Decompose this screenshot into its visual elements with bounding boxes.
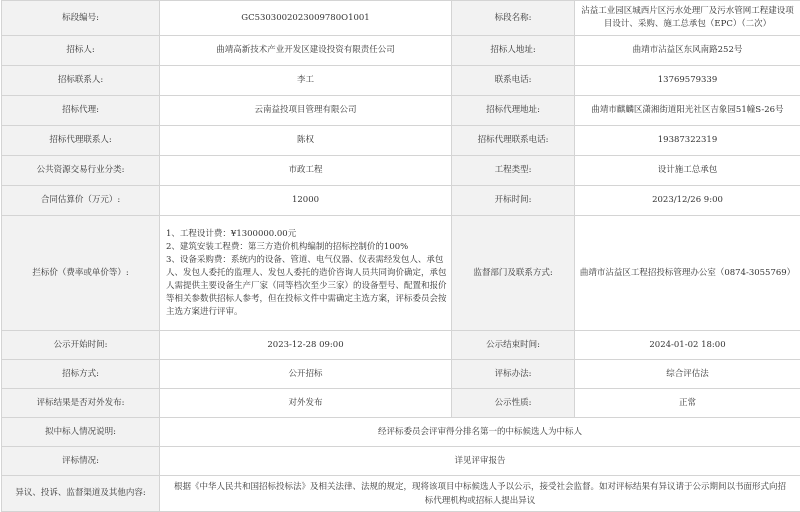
ceiling-price-label: 拦标价（费率或单价等）: (2, 216, 160, 331)
bid-info-table (1, 0, 800, 512)
winner-description-label: 拟中标人情况说明: (2, 418, 160, 447)
evaluation-label: 评标情况: (2, 447, 160, 476)
publicity-end-label: 公示结束时间: (452, 331, 575, 360)
agency-contact-label: 招标代理联系人: (2, 126, 160, 156)
evaluation-method-value: 综合评估法 (575, 360, 800, 389)
row-agency (2, 96, 800, 126)
project-type-label: 工程类型: (452, 156, 575, 186)
tenderer-contact-value: 李工 (160, 66, 452, 96)
industry-label: 公共资源交易行业分类: (2, 156, 160, 186)
agency-label: 招标代理: (2, 96, 160, 126)
agency-phone-label: 招标代理联系电话: (452, 126, 575, 156)
ceiling-price-details (160, 216, 452, 331)
tenderer-address-label: 招标人地址: (452, 36, 575, 66)
row-bidding-method (2, 360, 800, 389)
ceiling-price-line-2: 2、建筑安装工程费：第三方造价机构编制的招标控制价的100% (166, 241, 447, 254)
agency-address-value: 曲靖市麒麟区潇湘街道阳光社区吉象园51幢S-26号 (575, 96, 800, 126)
publicity-start-label: 公示开始时间: (2, 331, 160, 360)
row-section-number (2, 1, 800, 36)
project-type-value: 设计施工总承包 (575, 156, 800, 186)
contract-price-label: 合同估算价（万元）: (2, 186, 160, 216)
tenderer-label: 招标人: (2, 36, 160, 66)
evaluation-value: 详见评审报告 (160, 447, 800, 476)
agency-address-label: 招标代理地址: (452, 96, 575, 126)
row-ceiling-price (2, 216, 800, 331)
ceiling-price-line-3: 3、设备采购费：系统内的设备、管道、电气仪器、仪表需经发包人、承包人、发包人委托的监理人、发包人委托的造价咨询人员共同询价确定，承包人需提供主要设备生产厂家（同等档次至少三家）的设备型号、配置和报价等相关参数供招标人参考，但在投标文件中需确定主选方案，评标委员会按主选方案进行评审。 (166, 254, 447, 319)
bidding-method-label: 招标方式: (2, 360, 160, 389)
row-objection (2, 476, 800, 512)
supervision-label: 监督部门及联系方式: (452, 216, 575, 331)
section-number-value: GC5303002023009780O1001 (160, 1, 452, 36)
bid-opening-value: 2023/12/26 9:00 (575, 186, 800, 216)
agency-phone-value: 19387322319 (575, 126, 800, 156)
publicity-start-value: 2023-12-28 09:00 (160, 331, 452, 360)
publicity-nature-label: 公示性质: (452, 389, 575, 418)
row-publicity-time (2, 331, 800, 360)
row-evaluation (2, 447, 800, 476)
row-agency-contact (2, 126, 800, 156)
industry-value: 市政工程 (160, 156, 452, 186)
row-tenderer (2, 36, 800, 66)
row-result-publication (2, 389, 800, 418)
evaluation-method-label: 评标办法: (452, 360, 575, 389)
result-publication-value: 对外发布 (160, 389, 452, 418)
section-number-label: 标段编号: (2, 1, 160, 36)
result-publication-label: 评标结果是否对外发布: (2, 389, 160, 418)
tenderer-contact-label: 招标联系人: (2, 66, 160, 96)
contract-price-value: 12000 (160, 186, 452, 216)
row-winner-description (2, 418, 800, 447)
agency-contact-value: 陈权 (160, 126, 452, 156)
objection-cell (160, 476, 800, 512)
section-name-value: 沾益工业园区城西片区污水处理厂及污水管网工程建设项目设计、采购、施工总承包（EPC）（二次） (575, 1, 800, 36)
tenderer-address-value: 曲靖市沾益区东风南路252号 (575, 36, 800, 66)
contact-phone-value: 13769579339 (575, 66, 800, 96)
row-contract-price (2, 186, 800, 216)
objection-notice: 根据《中华人民共和国招标投标法》及相关法律、法规的规定，现将该项目中标候选人予以公示，接受社会监督。如对评标结果有异议请于公示期间以书面形式向招标代理机构或招标人提出异议 (164, 480, 796, 508)
bidding-method-value: 公开招标 (160, 360, 452, 389)
tenderer-value: 曲靖高新技术产业开发区建设投资有限责任公司 (160, 36, 452, 66)
section-name-label: 标段名称: (452, 1, 575, 36)
publicity-nature-value: 正常 (575, 389, 800, 418)
supervision-value: 曲靖市沾益区工程招投标管理办公室（0874-3055769） (575, 216, 800, 331)
winner-description-value: 经评标委员会评审得分排名第一的中标候选人为中标人 (160, 418, 800, 447)
objection-label: 异议、投诉、监督渠道及其他内容: (2, 476, 160, 512)
contact-phone-label: 联系电话: (452, 66, 575, 96)
agency-value: 云南益投项目管理有限公司 (160, 96, 452, 126)
publicity-end-value: 2024-01-02 18:00 (575, 331, 800, 360)
row-industry (2, 156, 800, 186)
bid-opening-label: 开标时间: (452, 186, 575, 216)
ceiling-price-line-1: 1、工程设计费：¥1300000.00元 (166, 228, 447, 241)
row-tenderer-contact (2, 66, 800, 96)
